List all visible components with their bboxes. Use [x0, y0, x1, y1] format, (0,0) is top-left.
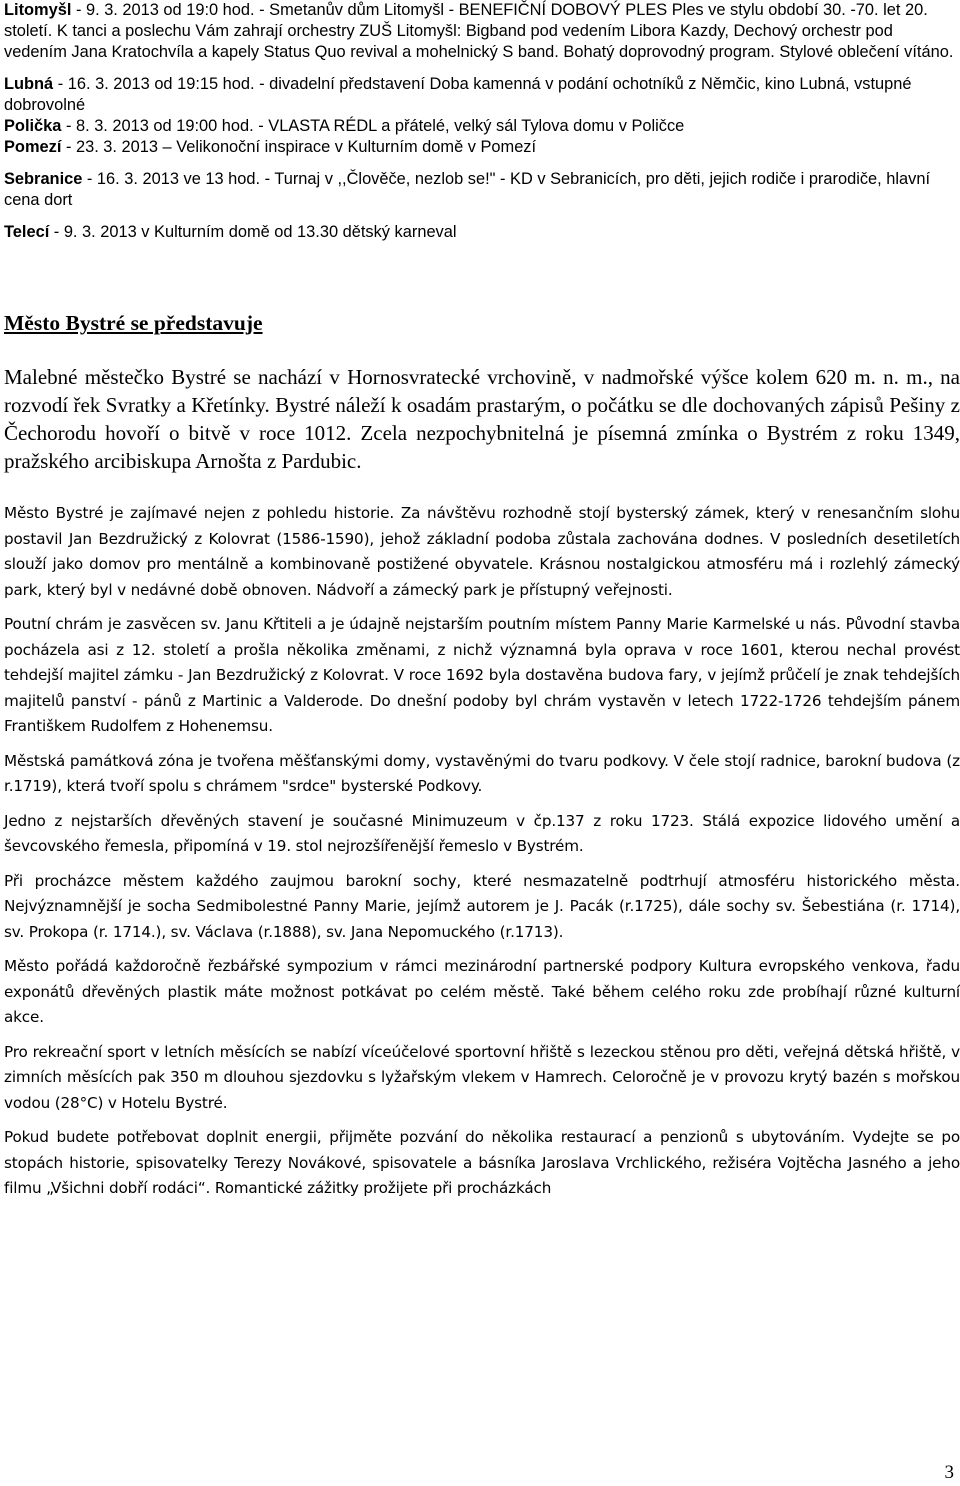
intro-paragraph: Malebné městečko Bystré se nachází v Hornosvratecké vrchovině, v nadmořské výšce kolem 620 m. n. m., na rozvodí řek Svratky a Křetínky. Bystré náleží k osadám prastarým, o počátku se dle dochovaných zápisů Pešiny z Čechorodu hovoří o bitvě v roce 1012. Zcela nezpochybnitelná je písemná zmínka o Bystrém z roku 1349, pražského arcibiskupa Arnošta z Pardubic.	[4, 365, 960, 473]
section-heading: Město Bystré se představuje	[4, 311, 263, 335]
event-item	[4, 74, 960, 116]
event-item	[4, 116, 960, 137]
event-text: - 9. 3. 2013 v Kulturním domě od 13.30 dětský karneval	[49, 223, 457, 241]
body-paragraph: Městská památková zóna je tvořena měšťanskými domy, vystavěnými do tvaru podkovy. V čele stojí radnice, barokní budova (z r.1719), která tvoří spolu s chrámem "srdce" bysterské Podkovy.	[4, 751, 960, 795]
event-place: Telecí	[4, 223, 50, 241]
event-place: Sebranice	[4, 170, 83, 188]
page-number: 3	[944, 1462, 954, 1483]
body-paragraph: Při procházce městem každého zaujmou barokní sochy, které nesmazatelně podtrhují atmosféru historického města. Nejvýznamnější je socha Sedmibolestné Panny Marie, jejímž autorem je J. Pacák (r.1725), dále sochy sv. Šebestiána (r. 1714), sv. Prokopa (r. 1714.), sv. Václava (r.1888), sv. Jana Nepomuckého (r.1713).	[4, 871, 960, 941]
event-text: - 8. 3. 2013 od 19:00 hod. - VLASTA RÉDL a přátelé, velký sál Tylova domu v Poličce	[61, 117, 685, 135]
body-paragraph: Město pořádá každoročně řezbářské sympozium v rámci mezinárodní partnerské podpory Kultura evropského venkova, řadu exponátů dřevěných plastik máte možnost potkávat po celém městě. Také během celého roku zde probíhají různé kulturní akce.	[4, 957, 960, 1026]
event-place: Lubná	[4, 75, 54, 93]
event-place: Polička	[4, 117, 62, 135]
body-paragraph: Poutní chrám je zasvěcen sv. Janu Křtiteli a je údajně nejstarším poutním místem Panny Marie Karmelské u nás. Původní stavba pocházela asi z 12. století a prošla několika změnami, z nichž významná byla oprava v roce 1601, kterou nechal provést tehdejší majitel zámku - Jan Bezdružický z Kolovrat. V roce 1692 byla dostavěna budova fary, v jejímž průčelí je znak tehdejších majitelů panství - pánů z Martinic a Valderode. Do dnešní podoby byl chrám vystavěn v letech 1722-1726 tehdejším pánem Františkem Rudolfem z Hohenemsu.	[4, 615, 960, 735]
event-place: Pomezí	[4, 138, 62, 156]
event-text: - 16. 3. 2013 ve 13 hod. - Turnaj v ,,Člověče, nezlob se!" - KD v Sebranicích, pro děti, jejich rodiče i prarodiče, hlavní cena dort	[4, 170, 930, 209]
event-text: - 23. 3. 2013 – Velikonoční inspirace v Kulturním domě v Pomezí	[61, 138, 537, 156]
body-paragraph: Jedno z nejstarších dřevěných stavení je současné Minimuzeum v čp.137 z roku 1723. Stálá expozice lidového umění a ševcovského řemesla, připomíná v 19. stol nejrozšířenější řemeslo v Bystrém.	[4, 811, 960, 855]
event-place: Litomyšl	[4, 1, 72, 19]
event-item	[4, 137, 960, 158]
body-paragraph: Pro rekreační sport v letních měsících se nabízí víceúčelové sportovní hřiště s lezeckou stěnou pro děti, veřejná dětská hřiště, v zimních měsících pak 350 m dlouhou sjezdovku s lyžařským vlekem v Hamrech. Celoročně je v provozu krytý bazén s mořskou vodou (28°C) v Hotelu Bystré.	[4, 1042, 960, 1112]
event-item	[4, 0, 960, 63]
event-item	[4, 169, 960, 211]
event-item	[4, 222, 960, 243]
event-text: - 9. 3. 2013 od 19:0 hod. - Smetanův dům Litomyšl - BENEFIČNÍ DOBOVÝ PLES Ples ve stylu období 30. -70. let 20. století. K tanci a poslechu Vám zahrají orchestry ZUŠ Litomyšl: Bigband pod vedením Libora Kazdy, Dechový orchestr pod vedením Jana Kratochvíla a kapely Status Quo revival a mohelnický S band. Bohatý doprovodný program. Stylové oblečení vítáno.	[4, 1, 954, 61]
body-paragraph: Pokud budete potřebovat doplnit energii, přijměte pozvání do několika restaurací a penzionů s ubytováním. Vydejte se po stopách historie, spisovatelky Terezy Novákové, spisovatele a básníka Jaroslava Vrchlického, režiséra Vojtěcha Jasného a jeho filmu „Všichni dobří rodáci“. Romantické zážitky prožijete při procházkách	[4, 1128, 960, 1197]
body-paragraph: Město Bystré je zajímavé nejen z pohledu historie. Za návštěvu rozhodně stojí bysterský zámek, který v renesančním slohu postavil Jan Bezdružický z Kolovrat (1586-1590), jehož základní podoba zůstala zachována dodnes. V posledních desetiletích slouží jako domov pro mentálně a kombinovaně postižené obyvatele. Krásnou nostalgickou atmosféru má i rozlehlý zámecký park, který byl v nedávné době obnoven. Nádvoří a zámecký park je přístupný veřejnosti.	[4, 504, 960, 599]
document-page	[4, 0, 960, 1211]
event-text: - 16. 3. 2013 od 19:15 hod. - divadelní představení Doba kamenná v podání ochotníků z Němčic, kino Lubná, vstupné dobrovolné	[4, 75, 912, 114]
